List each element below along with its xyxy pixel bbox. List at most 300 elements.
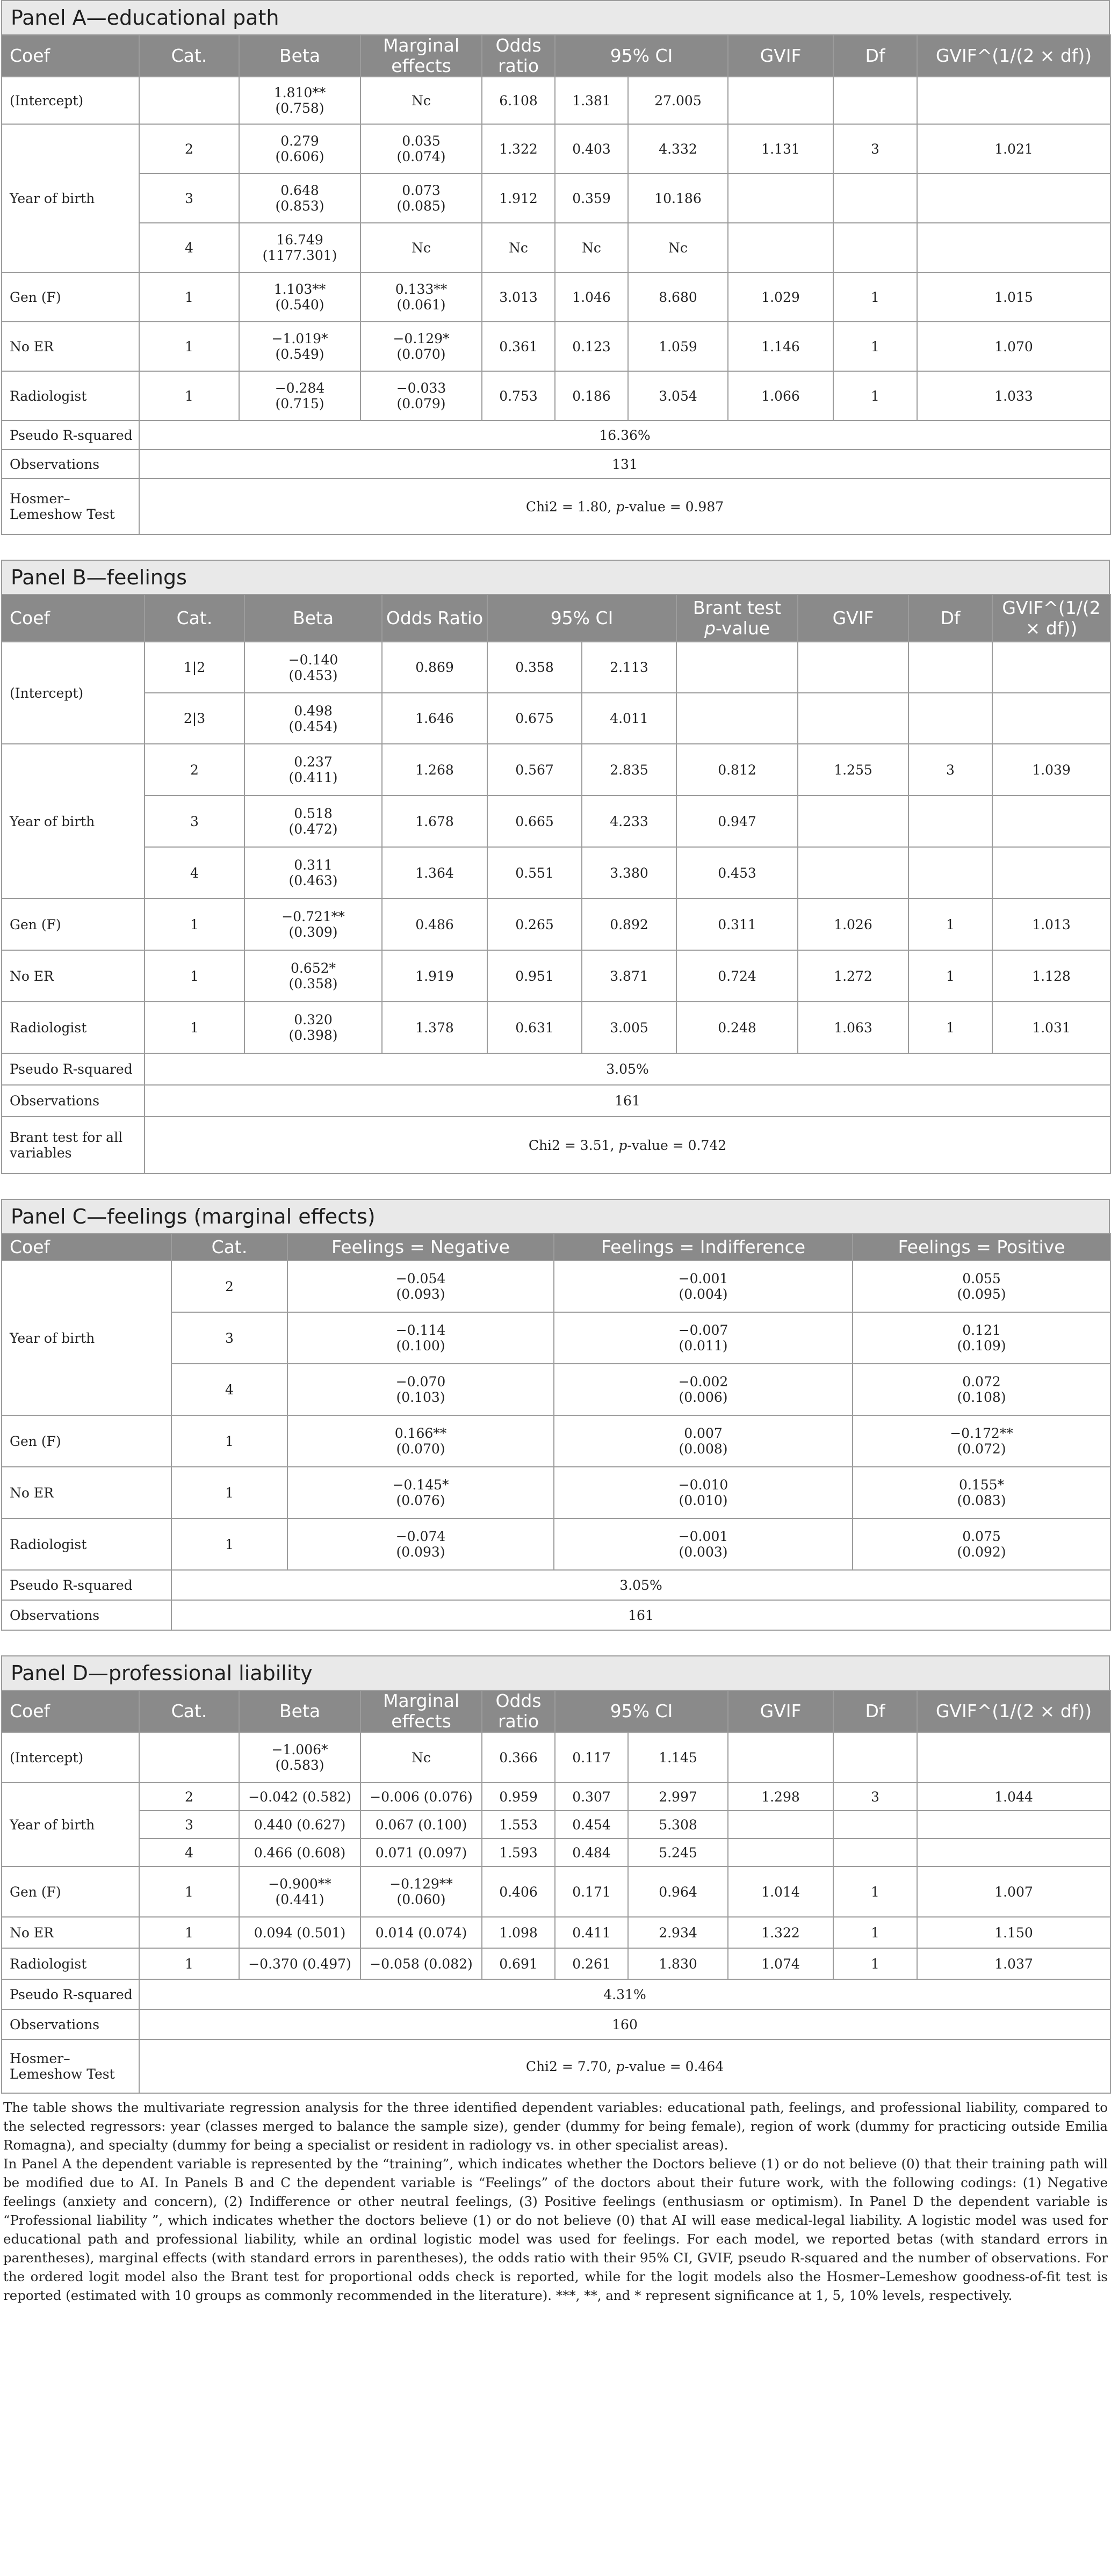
gvif-cell: 1.272 <box>798 950 908 1002</box>
df-cell: 1 <box>908 1002 992 1053</box>
brant-cell: 0.724 <box>676 950 798 1002</box>
coef-label: Gen (F) <box>2 1415 171 1467</box>
gvif-cell: 1.014 <box>728 1866 833 1917</box>
brant-cell: 0.453 <box>676 847 798 899</box>
negative-cell: −0.070 (0.103) <box>287 1364 554 1415</box>
indifference-cell: −0.007 (0.011) <box>554 1312 853 1364</box>
footnote-paragraph-2: In Panel A the dependent variable is represented by the “training”, which indicates whether the Doctors believe (1) or do not believe (0) that their training path will be modified due to AI. In Panels B and C the dependent variable is “Feelings” of the doctors about their future work, with the following codings: (1) Negative feelings (anxiety and concern), (2) Indifference or other neutral feelings, (3) Positive feelings (enthusiasm or optimism). In Panel D the dependent variable is “Professional liability ”, which indicates whether the doctors believe (1) or do not believe (0) that AI will ease medical-legal liability. A logistic model was used for educational path and professional liability, while an ordinal logistic model was used for feelings. For each model, we reported betas (with standard errors in parentheses), marginal effects (with standard errors in parentheses), the odds ratio with their 95% CI, GVIF, pseudo R-squared and the number of observations. For the ordered logit model also the Brant test for proportional odds check is reported, while for the logit models also the Hosmer–Lemeshow goodness-of-fit test is reported (estimated with 10 groups as commonly recommended in the literature). ***, **, and * represent significance at 1, 5, 10% levels, respectively. <box>3 2156 1108 2303</box>
panel-d-title: Panel D—professional liability <box>1 1655 1110 1690</box>
beta-cell: 16.749 (1177.301) <box>239 223 360 272</box>
header-beta: Beta <box>244 595 382 642</box>
beta-cell: −1.019* (0.549) <box>239 322 360 371</box>
cat-cell: 2 <box>139 124 239 173</box>
pseudo-r2-value: 3.05% <box>145 1053 1110 1085</box>
table-row <box>2 1085 1110 1117</box>
header-df: Df <box>833 35 917 77</box>
df-cell <box>833 1732 917 1783</box>
table-row <box>2 795 1110 847</box>
ci-low-cell: 0.411 <box>555 1917 628 1948</box>
gvif-cell: 1.322 <box>728 1917 833 1948</box>
header-marginal-effects: Marginal effects <box>360 1690 482 1732</box>
me-cell: Nc <box>360 77 482 124</box>
gvif-adj-cell: 1.021 <box>917 124 1110 173</box>
gvif-adj-cell <box>917 223 1110 272</box>
coef-label: Gen (F) <box>2 272 139 322</box>
table-row <box>2 1053 1110 1085</box>
header-cat: Cat. <box>171 1234 287 1261</box>
beta-cell: 1.810** (0.758) <box>239 77 360 124</box>
gvif-cell: 1.298 <box>728 1783 833 1811</box>
pseudo-r2-value: 3.05% <box>171 1570 1110 1600</box>
panel-d-header-row <box>2 1690 1110 1732</box>
ci-low-cell: 0.117 <box>555 1732 628 1783</box>
header-odds-ratio: Odds Ratio <box>382 595 487 642</box>
gvif-cell <box>728 1839 833 1866</box>
or-cell: 1.912 <box>482 173 555 223</box>
cat-cell: 1 <box>171 1467 287 1518</box>
table-row <box>2 124 1110 173</box>
table-row <box>2 1979 1110 2009</box>
coef-label: No ER <box>2 322 139 371</box>
table-row <box>2 479 1110 534</box>
positive-cell: 0.121 (0.109) <box>853 1312 1110 1364</box>
negative-cell: −0.074 (0.093) <box>287 1518 554 1570</box>
table-row <box>2 1811 1110 1839</box>
ci-high-cell: 5.308 <box>628 1811 728 1839</box>
coef-label: Radiologist <box>2 1948 139 1979</box>
beta-cell: −0.042 (0.582) <box>239 1783 360 1811</box>
header-odds-ratio: Odds ratio <box>482 1690 555 1732</box>
ci-high-cell: 2.113 <box>582 642 676 693</box>
ci-low-cell: 0.358 <box>487 642 582 693</box>
ci-high-cell: 3.380 <box>582 847 676 899</box>
brant-cell <box>676 642 798 693</box>
me-cell: 0.133** (0.061) <box>360 272 482 322</box>
beta-cell: −0.140 (0.453) <box>244 642 382 693</box>
panel-c-header-row <box>2 1234 1110 1261</box>
cat-cell: 1 <box>139 322 239 371</box>
gvif-cell <box>728 223 833 272</box>
table-row <box>2 1117 1110 1174</box>
me-cell: 0.067 (0.100) <box>360 1811 482 1839</box>
or-cell: 0.753 <box>482 371 555 421</box>
or-cell: 1.378 <box>382 1002 487 1053</box>
cat-cell: 4 <box>139 1839 239 1866</box>
observations-label: Observations <box>2 1600 171 1630</box>
gvif-cell: 1.131 <box>728 124 833 173</box>
gvif-adj-cell <box>992 847 1110 899</box>
table-row <box>2 421 1110 450</box>
gvif-adj-cell <box>917 173 1110 223</box>
ci-low-cell: 0.307 <box>555 1783 628 1811</box>
or-cell: 1.646 <box>382 693 487 744</box>
df-cell <box>833 1839 917 1866</box>
ci-high-cell: 4.233 <box>582 795 676 847</box>
header-gvif: GVIF <box>728 1690 833 1732</box>
ci-low-cell: 0.551 <box>487 847 582 899</box>
table-row <box>2 1839 1110 1866</box>
cat-cell: 2 <box>171 1261 287 1312</box>
or-cell: 1.678 <box>382 795 487 847</box>
cat-cell: 4 <box>139 223 239 272</box>
df-cell <box>908 795 992 847</box>
header-95ci: 95% CI <box>487 595 676 642</box>
gvif-adj-cell <box>917 1811 1110 1839</box>
or-cell: 0.361 <box>482 322 555 371</box>
header-cat: Cat. <box>139 1690 239 1732</box>
ci-high-cell: 10.186 <box>628 173 728 223</box>
df-cell: 1 <box>833 272 917 322</box>
df-cell <box>908 642 992 693</box>
cat-cell: 3 <box>145 795 244 847</box>
negative-cell: 0.166** (0.070) <box>287 1415 554 1467</box>
me-cell: −0.129* (0.070) <box>360 322 482 371</box>
beta-cell: 0.648 (0.853) <box>239 173 360 223</box>
df-cell: 1 <box>833 1917 917 1948</box>
cat-cell: 1|2 <box>145 642 244 693</box>
or-cell: 0.486 <box>382 899 487 950</box>
coef-label: Radiologist <box>2 371 139 421</box>
table-row <box>2 2039 1110 2093</box>
gvif-adj-cell: 1.128 <box>992 950 1110 1002</box>
header-df: Df <box>833 1690 917 1732</box>
gvif-adj-cell: 1.013 <box>992 899 1110 950</box>
beta-cell: −0.284 (0.715) <box>239 371 360 421</box>
coef-label: Radiologist <box>2 1002 145 1053</box>
panel-a-table <box>1 34 1111 535</box>
or-cell: 1.268 <box>382 744 487 795</box>
cat-cell <box>139 77 239 124</box>
cat-cell: 1 <box>139 1866 239 1917</box>
table-row <box>2 693 1110 744</box>
header-coef: Coef <box>2 1234 171 1261</box>
or-cell: 0.366 <box>482 1732 555 1783</box>
ci-low-cell: 0.951 <box>487 950 582 1002</box>
coef-label: Year of birth <box>2 1783 139 1866</box>
indifference-cell: 0.007 (0.008) <box>554 1415 853 1467</box>
gvif-adj-cell: 1.150 <box>917 1917 1110 1948</box>
ci-low-cell: 0.567 <box>487 744 582 795</box>
cat-cell: 2|3 <box>145 693 244 744</box>
ci-low-cell: 0.454 <box>555 1811 628 1839</box>
indifference-cell: −0.010 (0.010) <box>554 1467 853 1518</box>
gvif-cell <box>798 795 908 847</box>
me-cell: 0.071 (0.097) <box>360 1839 482 1866</box>
table-footnotes <box>1 2094 1110 2305</box>
table-row <box>2 744 1110 795</box>
ci-high-cell: 27.005 <box>628 77 728 124</box>
gvif-cell: 1.063 <box>798 1002 908 1053</box>
ci-low-cell: 0.403 <box>555 124 628 173</box>
header-95ci: 95% CI <box>555 1690 728 1732</box>
gvif-adj-cell: 1.070 <box>917 322 1110 371</box>
negative-cell: −0.054 (0.093) <box>287 1261 554 1312</box>
gvif-adj-cell <box>917 1732 1110 1783</box>
gvif-cell: 1.074 <box>728 1948 833 1979</box>
ci-high-cell: 2.835 <box>582 744 676 795</box>
cat-cell: 1 <box>139 371 239 421</box>
header-coef: Coef <box>2 35 139 77</box>
me-cell: 0.035 (0.074) <box>360 124 482 173</box>
df-cell: 3 <box>908 744 992 795</box>
test-value: Chi2 = 7.70, p-value = 0.464 <box>139 2039 1110 2093</box>
me-cell: −0.129** (0.060) <box>360 1866 482 1917</box>
panel-b-title: Panel B—feelings <box>1 560 1110 594</box>
coef-label: No ER <box>2 950 145 1002</box>
test-label: Hosmer– Lemeshow Test <box>2 479 139 534</box>
ci-low-cell: 1.046 <box>555 272 628 322</box>
ci-high-cell: 2.997 <box>628 1783 728 1811</box>
panel-b <box>1 560 1110 1174</box>
header-marginal-effects: Marginal effects <box>360 35 482 77</box>
me-cell: −0.006 (0.076) <box>360 1783 482 1811</box>
header-gvif-adj: GVIF^(1/(2 × df)) <box>917 35 1110 77</box>
ci-high-cell: 8.680 <box>628 272 728 322</box>
gvif-cell: 1.066 <box>728 371 833 421</box>
df-cell <box>833 1811 917 1839</box>
table-row <box>2 77 1110 124</box>
table-row <box>2 450 1110 479</box>
cat-cell <box>139 1732 239 1783</box>
or-cell: 0.959 <box>482 1783 555 1811</box>
coef-label: Gen (F) <box>2 1866 139 1917</box>
cat-cell: 2 <box>139 1783 239 1811</box>
pseudo-r2-label: Pseudo R-squared <box>2 1570 171 1600</box>
beta-cell: −0.370 (0.497) <box>239 1948 360 1979</box>
df-cell: 1 <box>908 950 992 1002</box>
beta-cell: −1.006* (0.583) <box>239 1732 360 1783</box>
beta-cell: 0.237 (0.411) <box>244 744 382 795</box>
header-positive: Feelings = Positive <box>853 1234 1110 1261</box>
cat-cell: 4 <box>171 1364 287 1415</box>
gvif-adj-cell: 1.015 <box>917 272 1110 322</box>
header-gvif: GVIF <box>798 595 908 642</box>
header-95ci: 95% CI <box>555 35 728 77</box>
ci-high-cell: 0.892 <box>582 899 676 950</box>
gvif-cell: 1.029 <box>728 272 833 322</box>
coef-label: Gen (F) <box>2 899 145 950</box>
ci-high-cell: 5.245 <box>628 1839 728 1866</box>
ci-high-cell: 1.830 <box>628 1948 728 1979</box>
df-cell <box>833 77 917 124</box>
positive-cell: 0.055 (0.095) <box>853 1261 1110 1312</box>
or-cell: 1.919 <box>382 950 487 1002</box>
ci-low-cell: 0.631 <box>487 1002 582 1053</box>
header-negative: Feelings = Negative <box>287 1234 554 1261</box>
panel-d <box>1 1655 1110 2094</box>
header-cat: Cat. <box>145 595 244 642</box>
gvif-adj-cell <box>992 642 1110 693</box>
df-cell <box>908 847 992 899</box>
brant-cell <box>676 693 798 744</box>
header-beta: Beta <box>239 35 360 77</box>
df-cell: 1 <box>908 899 992 950</box>
table-row <box>2 2009 1110 2039</box>
beta-cell: 0.498 (0.454) <box>244 693 382 744</box>
cat-cell: 4 <box>145 847 244 899</box>
cat-cell: 1 <box>145 1002 244 1053</box>
coef-label: Year of birth <box>2 744 145 899</box>
beta-cell: 0.311 (0.463) <box>244 847 382 899</box>
ci-low-cell: 0.171 <box>555 1866 628 1917</box>
beta-cell: −0.721** (0.309) <box>244 899 382 950</box>
coef-label: Year of birth <box>2 124 139 272</box>
me-cell: Nc <box>360 223 482 272</box>
ci-low-cell: Nc <box>555 223 628 272</box>
header-odds-ratio: Odds ratio <box>482 35 555 77</box>
gvif-cell <box>728 173 833 223</box>
df-cell: 1 <box>833 1948 917 1979</box>
cat-cell: 1 <box>145 950 244 1002</box>
indifference-cell: −0.002 (0.006) <box>554 1364 853 1415</box>
brant-cell: 0.248 <box>676 1002 798 1053</box>
table-row <box>2 1866 1110 1917</box>
header-beta: Beta <box>239 1690 360 1732</box>
df-cell: 1 <box>833 1866 917 1917</box>
beta-cell: 0.466 (0.608) <box>239 1839 360 1866</box>
beta-cell: 0.094 (0.501) <box>239 1917 360 1948</box>
coef-label: Radiologist <box>2 1518 171 1570</box>
or-cell: 1.322 <box>482 124 555 173</box>
me-cell: −0.058 (0.082) <box>360 1948 482 1979</box>
observations-value: 161 <box>171 1600 1110 1630</box>
or-cell: 0.869 <box>382 642 487 693</box>
header-gvif: GVIF <box>728 35 833 77</box>
negative-cell: −0.114 (0.100) <box>287 1312 554 1364</box>
table-row <box>2 899 1110 950</box>
cat-cell: 1 <box>139 272 239 322</box>
gvif-cell: 1.146 <box>728 322 833 371</box>
table-row <box>2 1261 1110 1312</box>
ci-high-cell: 4.011 <box>582 693 676 744</box>
ci-low-cell: 0.186 <box>555 371 628 421</box>
gvif-adj-cell: 1.037 <box>917 1948 1110 1979</box>
df-cell: 1 <box>833 371 917 421</box>
me-cell: Nc <box>360 1732 482 1783</box>
test-label: Hosmer– Lemeshow Test <box>2 2039 139 2093</box>
table-row <box>2 371 1110 421</box>
beta-cell: −0.900** (0.441) <box>239 1866 360 1917</box>
pseudo-r2-label: Pseudo R-squared <box>2 1979 139 2009</box>
pseudo-r2-value: 16.36% <box>139 421 1110 450</box>
header-coef: Coef <box>2 595 145 642</box>
gvif-cell <box>728 1811 833 1839</box>
cat-cell: 3 <box>139 1811 239 1839</box>
ci-high-cell: 3.005 <box>582 1002 676 1053</box>
indifference-cell: −0.001 (0.004) <box>554 1261 853 1312</box>
header-df: Df <box>908 595 992 642</box>
observations-label: Observations <box>2 450 139 479</box>
test-value: Chi2 = 3.51, p-value = 0.742 <box>145 1117 1110 1174</box>
gvif-adj-cell <box>917 1839 1110 1866</box>
observations-value: 160 <box>139 2009 1110 2039</box>
me-cell: 0.073 (0.085) <box>360 173 482 223</box>
panel-c-title: Panel C—feelings (marginal effects) <box>1 1199 1110 1233</box>
ci-low-cell: 0.265 <box>487 899 582 950</box>
gvif-adj-cell <box>992 795 1110 847</box>
ci-low-cell: 0.123 <box>555 322 628 371</box>
panel-c-table <box>1 1233 1111 1631</box>
gvif-cell: 1.255 <box>798 744 908 795</box>
positive-cell: 0.155* (0.083) <box>853 1467 1110 1518</box>
gvif-adj-cell: 1.007 <box>917 1866 1110 1917</box>
panel-b-header-row <box>2 595 1110 642</box>
cat-cell: 1 <box>145 899 244 950</box>
brant-cell: 0.812 <box>676 744 798 795</box>
coef-label: Year of birth <box>2 1261 171 1415</box>
panel-d-table <box>1 1690 1111 2094</box>
pseudo-r2-label: Pseudo R-squared <box>2 1053 145 1085</box>
ci-low-cell: 0.484 <box>555 1839 628 1866</box>
df-cell <box>833 173 917 223</box>
ci-low-cell: 0.359 <box>555 173 628 223</box>
footnote-paragraph-1: The table shows the multivariate regression analysis for the three identified dependent variables: educational path, feelings, and professional liability, compared to the selected regressors: year (classes merged to balance the sample size), gender (dummy for being female), region of work (dummy for practicing outside Emilia Romagna), and specialty (dummy for being a specialist or resident in radiology vs. in other specialist areas). <box>3 2100 1108 2153</box>
table-row <box>2 950 1110 1002</box>
header-gvif-adj: GVIF^(1/(2 × df)) <box>917 1690 1110 1732</box>
or-cell: Nc <box>482 223 555 272</box>
ci-high-cell: 1.059 <box>628 322 728 371</box>
or-cell: 1.098 <box>482 1917 555 1948</box>
ci-low-cell: 0.665 <box>487 795 582 847</box>
coef-label: (Intercept) <box>2 642 145 744</box>
table-row <box>2 1002 1110 1053</box>
ci-high-cell: Nc <box>628 223 728 272</box>
positive-cell: −0.172** (0.072) <box>853 1415 1110 1467</box>
df-cell <box>833 223 917 272</box>
df-cell: 1 <box>833 322 917 371</box>
panel-b-table <box>1 594 1111 1174</box>
cat-cell: 1 <box>139 1917 239 1948</box>
or-cell: 0.406 <box>482 1866 555 1917</box>
regression-table <box>1 0 1110 2305</box>
or-cell: 1.364 <box>382 847 487 899</box>
gvif-cell <box>728 77 833 124</box>
or-cell: 0.691 <box>482 1948 555 1979</box>
header-coef: Coef <box>2 1690 139 1732</box>
gvif-cell <box>798 642 908 693</box>
or-cell: 1.593 <box>482 1839 555 1866</box>
panel-a-header-row <box>2 35 1110 77</box>
table-row <box>2 847 1110 899</box>
table-row <box>2 1415 1110 1467</box>
ci-high-cell: 0.964 <box>628 1866 728 1917</box>
pseudo-r2-value: 4.31% <box>139 1979 1110 2009</box>
table-row <box>2 272 1110 322</box>
ci-high-cell: 1.145 <box>628 1732 728 1783</box>
table-row <box>2 1917 1110 1948</box>
table-row <box>2 1570 1110 1600</box>
me-cell: 0.014 (0.074) <box>360 1917 482 1948</box>
gvif-cell: 1.026 <box>798 899 908 950</box>
table-row <box>2 1948 1110 1979</box>
gvif-adj-cell: 1.033 <box>917 371 1110 421</box>
table-row <box>2 223 1110 272</box>
panel-a <box>1 0 1110 535</box>
cat-cell: 1 <box>171 1415 287 1467</box>
gvif-cell <box>798 847 908 899</box>
observations-label: Observations <box>2 1085 145 1117</box>
table-row <box>2 322 1110 371</box>
df-cell: 3 <box>833 1783 917 1811</box>
table-row <box>2 1518 1110 1570</box>
brant-cell: 0.311 <box>676 899 798 950</box>
table-row <box>2 642 1110 693</box>
panel-a-title: Panel A—educational path <box>1 0 1110 34</box>
beta-cell: 0.440 (0.627) <box>239 1811 360 1839</box>
cat-cell: 1 <box>171 1518 287 1570</box>
observations-value: 161 <box>145 1085 1110 1117</box>
cat-cell: 3 <box>139 173 239 223</box>
